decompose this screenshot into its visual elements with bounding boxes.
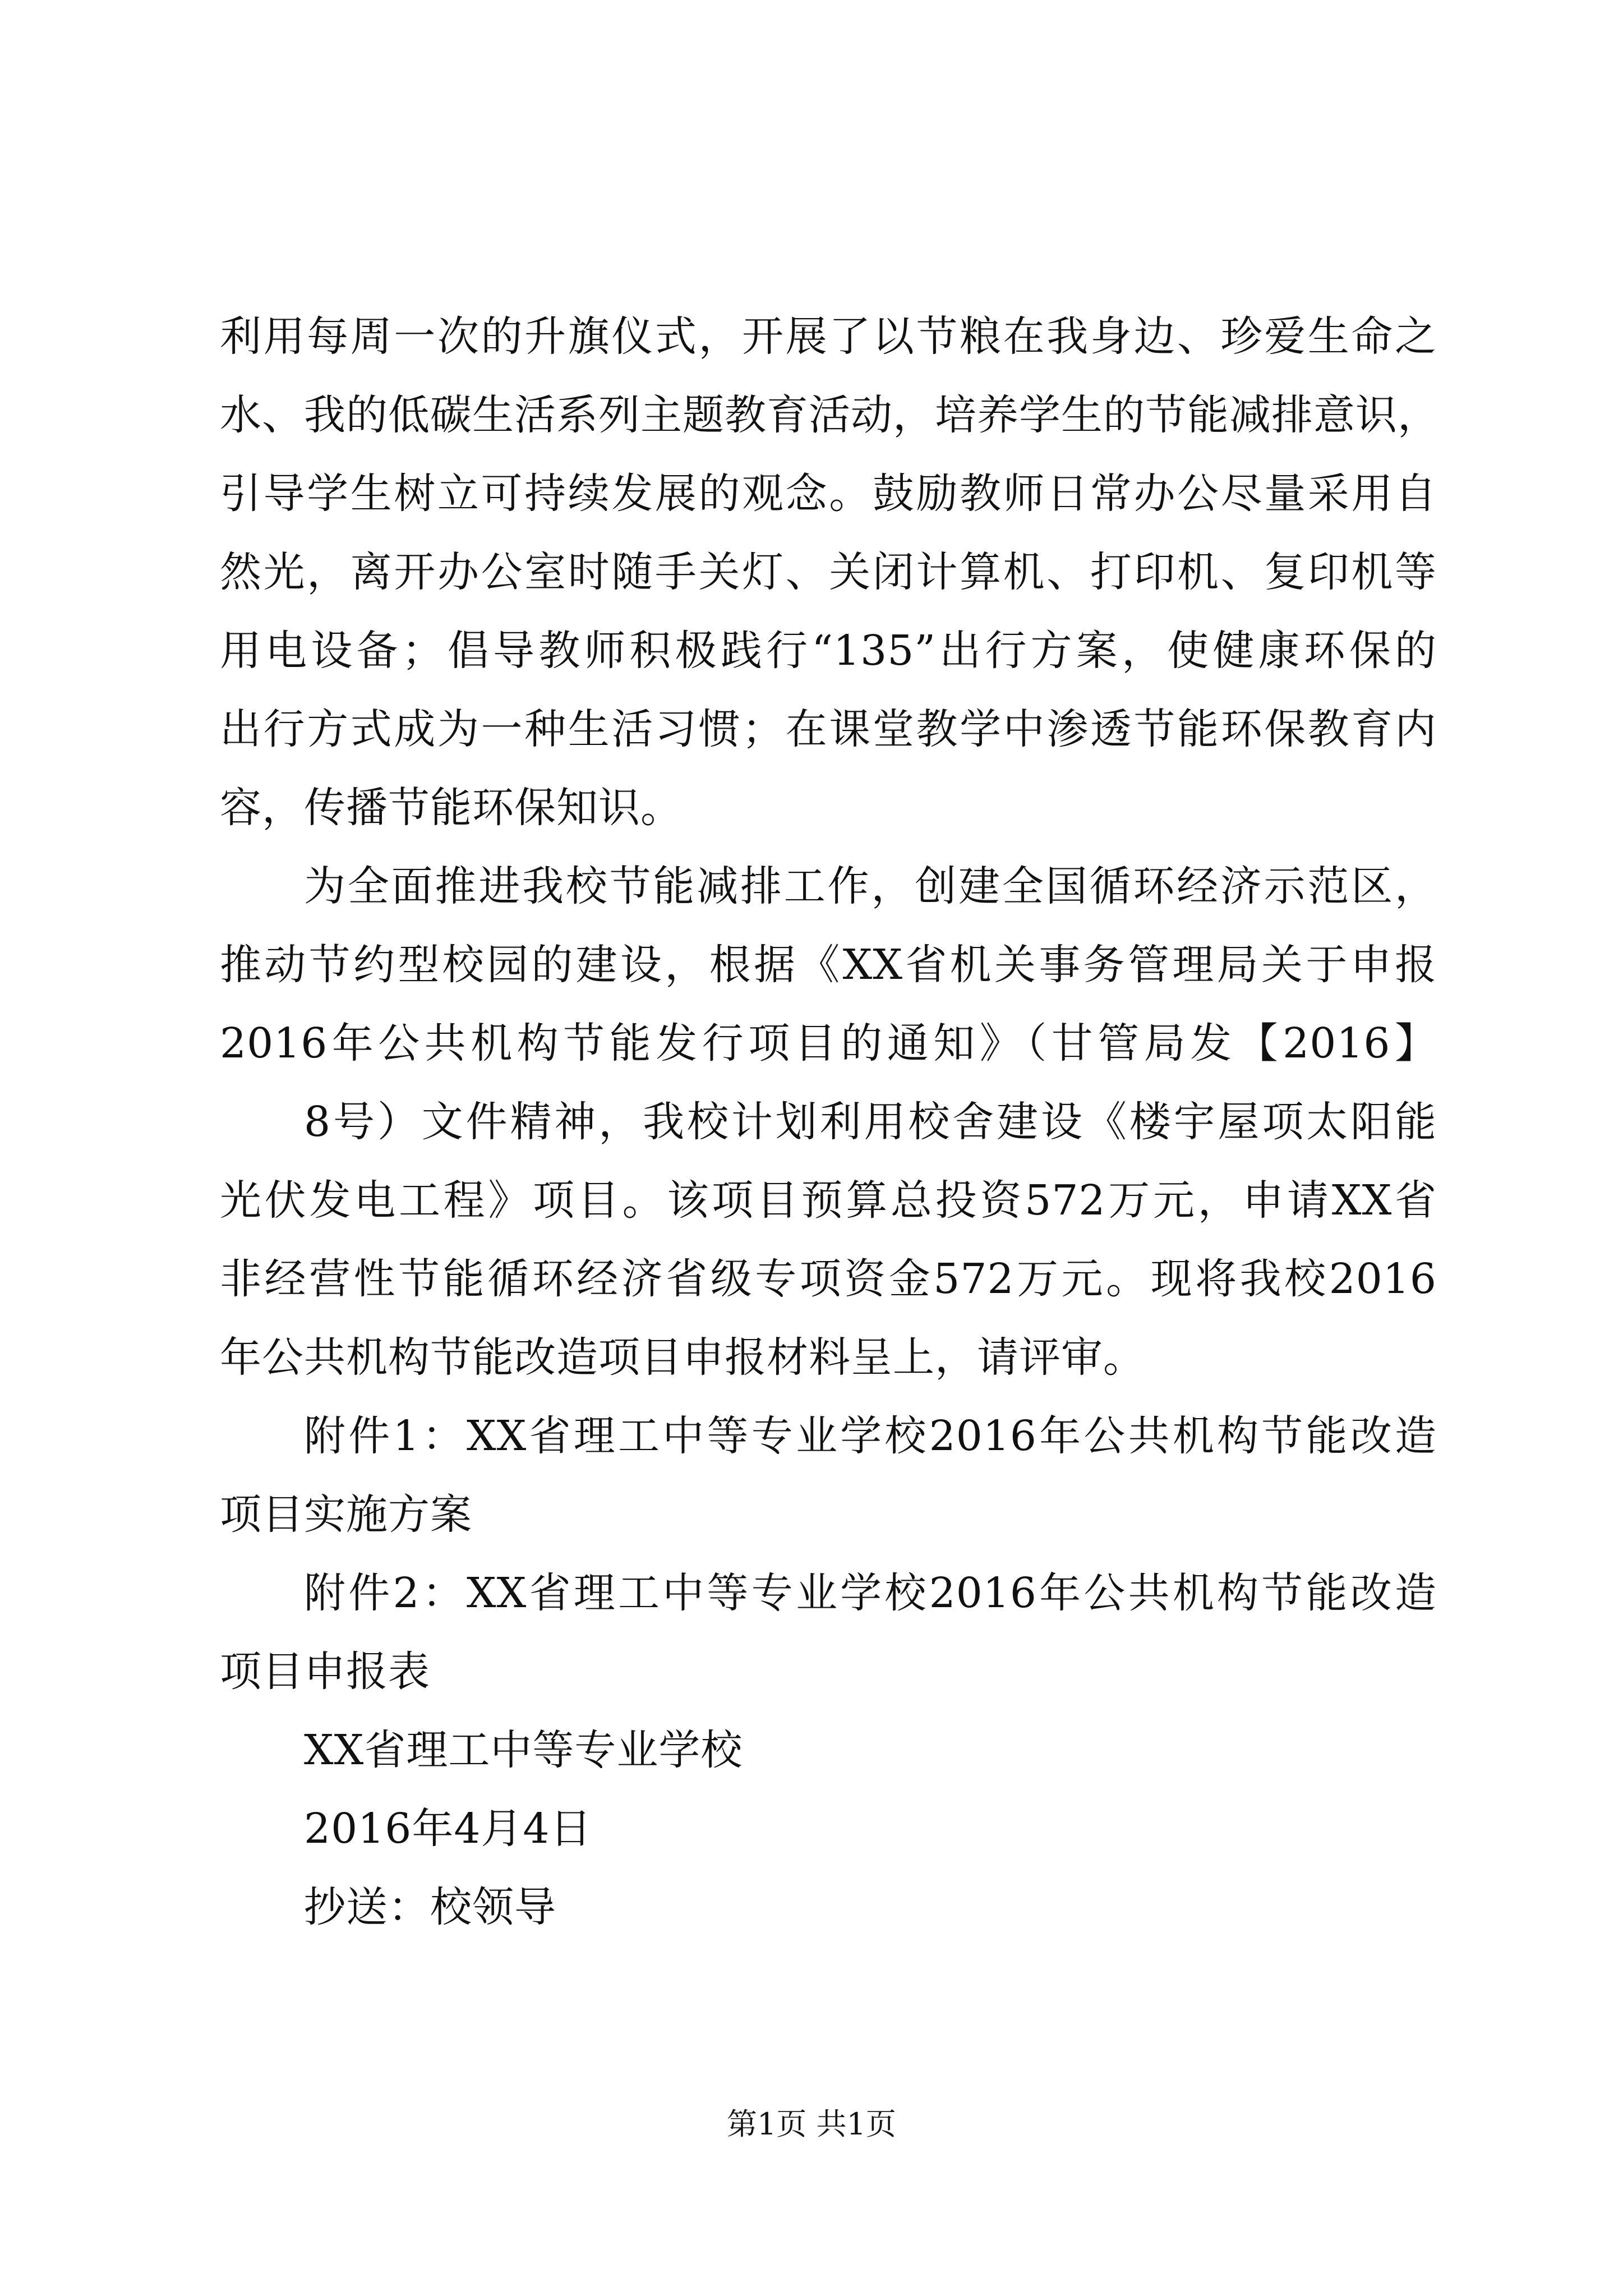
text-line: 附件2：XX省理工中等专业学校2016年公共机构节能改造 (304, 1569, 1437, 1617)
signature-date: 2016年4月4日 (304, 1805, 592, 1853)
text-line: 为全面推进我校节能减排工作，创建全国循环经济示范区， (304, 862, 1437, 910)
text-line: 项目申报表 (220, 1648, 430, 1696)
text-line: 项目实施方案 (220, 1490, 472, 1539)
text-line: 2016年公共机构节能发行项目的通知》（甘管局发【2016】 (220, 1019, 1437, 1068)
page-number-label: 第1页 共1页 (727, 2106, 896, 2142)
text-line: 出行方式成为一种生活习惯；在课堂教学中渗透节能环保教育内 (220, 705, 1437, 753)
text-line: 引导学生树立可持续发展的观念。鼓励教师日常办公尽量采用自 (220, 470, 1437, 518)
page-footer (0, 2105, 1623, 2144)
text-line: 然光，离开办公室时随手关灯、关闭计算机、打印机、复印机等 (220, 548, 1437, 596)
text-line: 利用每周一次的升旗仪式，开展了以节粮在我身边、珍爱生命之 (220, 312, 1437, 361)
text-line: 附件1：XX省理工中等专业学校2016年公共机构节能改造 (304, 1412, 1437, 1460)
text-line: 水、我的低碳生活系列主题教育活动，培养学生的节能减排意识， (220, 391, 1440, 439)
document-body (220, 297, 1440, 1947)
text-line: 非经营性节能循环经济省级专项资金572万元。现将我校2016 (220, 1255, 1437, 1303)
text-line: 光伏发电工程》项目。该项目预算总投资572万元，申请XX省 (220, 1176, 1437, 1225)
cc-line: 抄送：校领导 (304, 1883, 556, 1931)
text-line: 用电设备；倡导教师积极践行“135”出行方案，使健康环保的 (220, 627, 1437, 675)
text-line: 8号）文件精神，我校计划利用校舍建设《楼宇屋项太阳能 (304, 1098, 1437, 1146)
text-line: 容，传播节能环保知识。 (220, 784, 683, 832)
signature-org: XX省理工中等专业学校 (304, 1726, 743, 1774)
text-line: 推动节约型校园的建设，根据《XX省机关事务管理局关于申报 (220, 941, 1437, 989)
text-line: 年公共机构节能改造项目申报材料呈上，请评审。 (220, 1333, 1145, 1382)
